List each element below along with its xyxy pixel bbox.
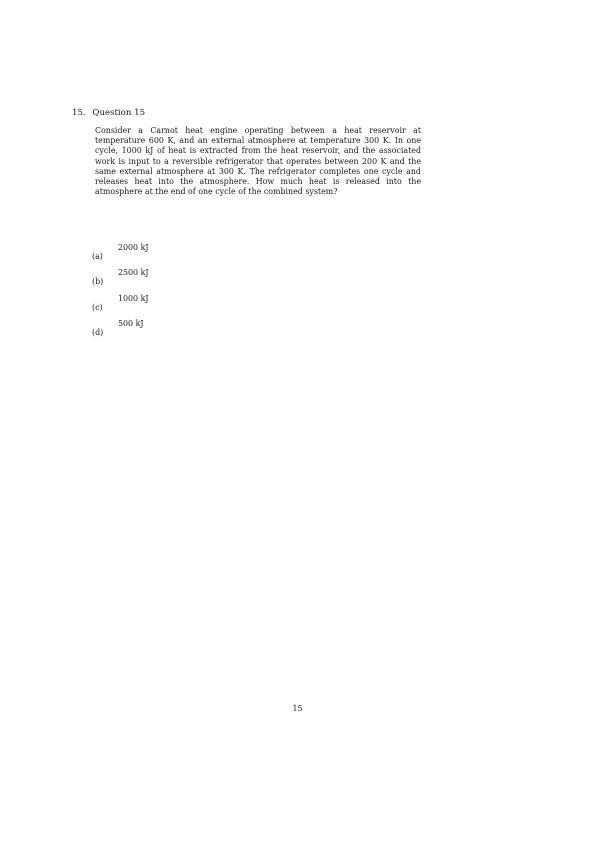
question-title: Question 15 (92, 108, 146, 118)
option-c-letter: (c) (92, 303, 103, 312)
option-a-text: 2000 kJ (118, 243, 149, 252)
question-number: 15. (72, 108, 86, 118)
option-d-letter: (d) (92, 328, 104, 337)
question-heading (72, 108, 145, 119)
option-a[interactable] (92, 243, 292, 263)
option-b-letter: (b) (92, 277, 104, 286)
question-text: Consider a Carnot heat engine operating between a heat reservoir at temperature 600 K, and an external atmosphere at temperature 300 K. In one cycle, 1000 kJ of heat is extracted from the heat reservoir, and the associated work is input to a reversible refrigerator that operates between 200 K and the same external atmosphere at 300 K. The refrigerator completes one cycle and releases heat into the atmosphere. How much heat is released into the atmosphere at the end of one cycle of the combined system? (95, 126, 421, 197)
option-a-letter: (a) (92, 252, 103, 261)
option-b[interactable] (92, 268, 292, 288)
option-c[interactable] (92, 294, 292, 314)
option-d[interactable] (92, 319, 292, 339)
option-b-text: 2500 kJ (118, 268, 149, 277)
option-d-text: 500 kJ (118, 319, 144, 328)
option-c-text: 1000 kJ (118, 294, 149, 303)
page-number: 15 (292, 704, 303, 713)
